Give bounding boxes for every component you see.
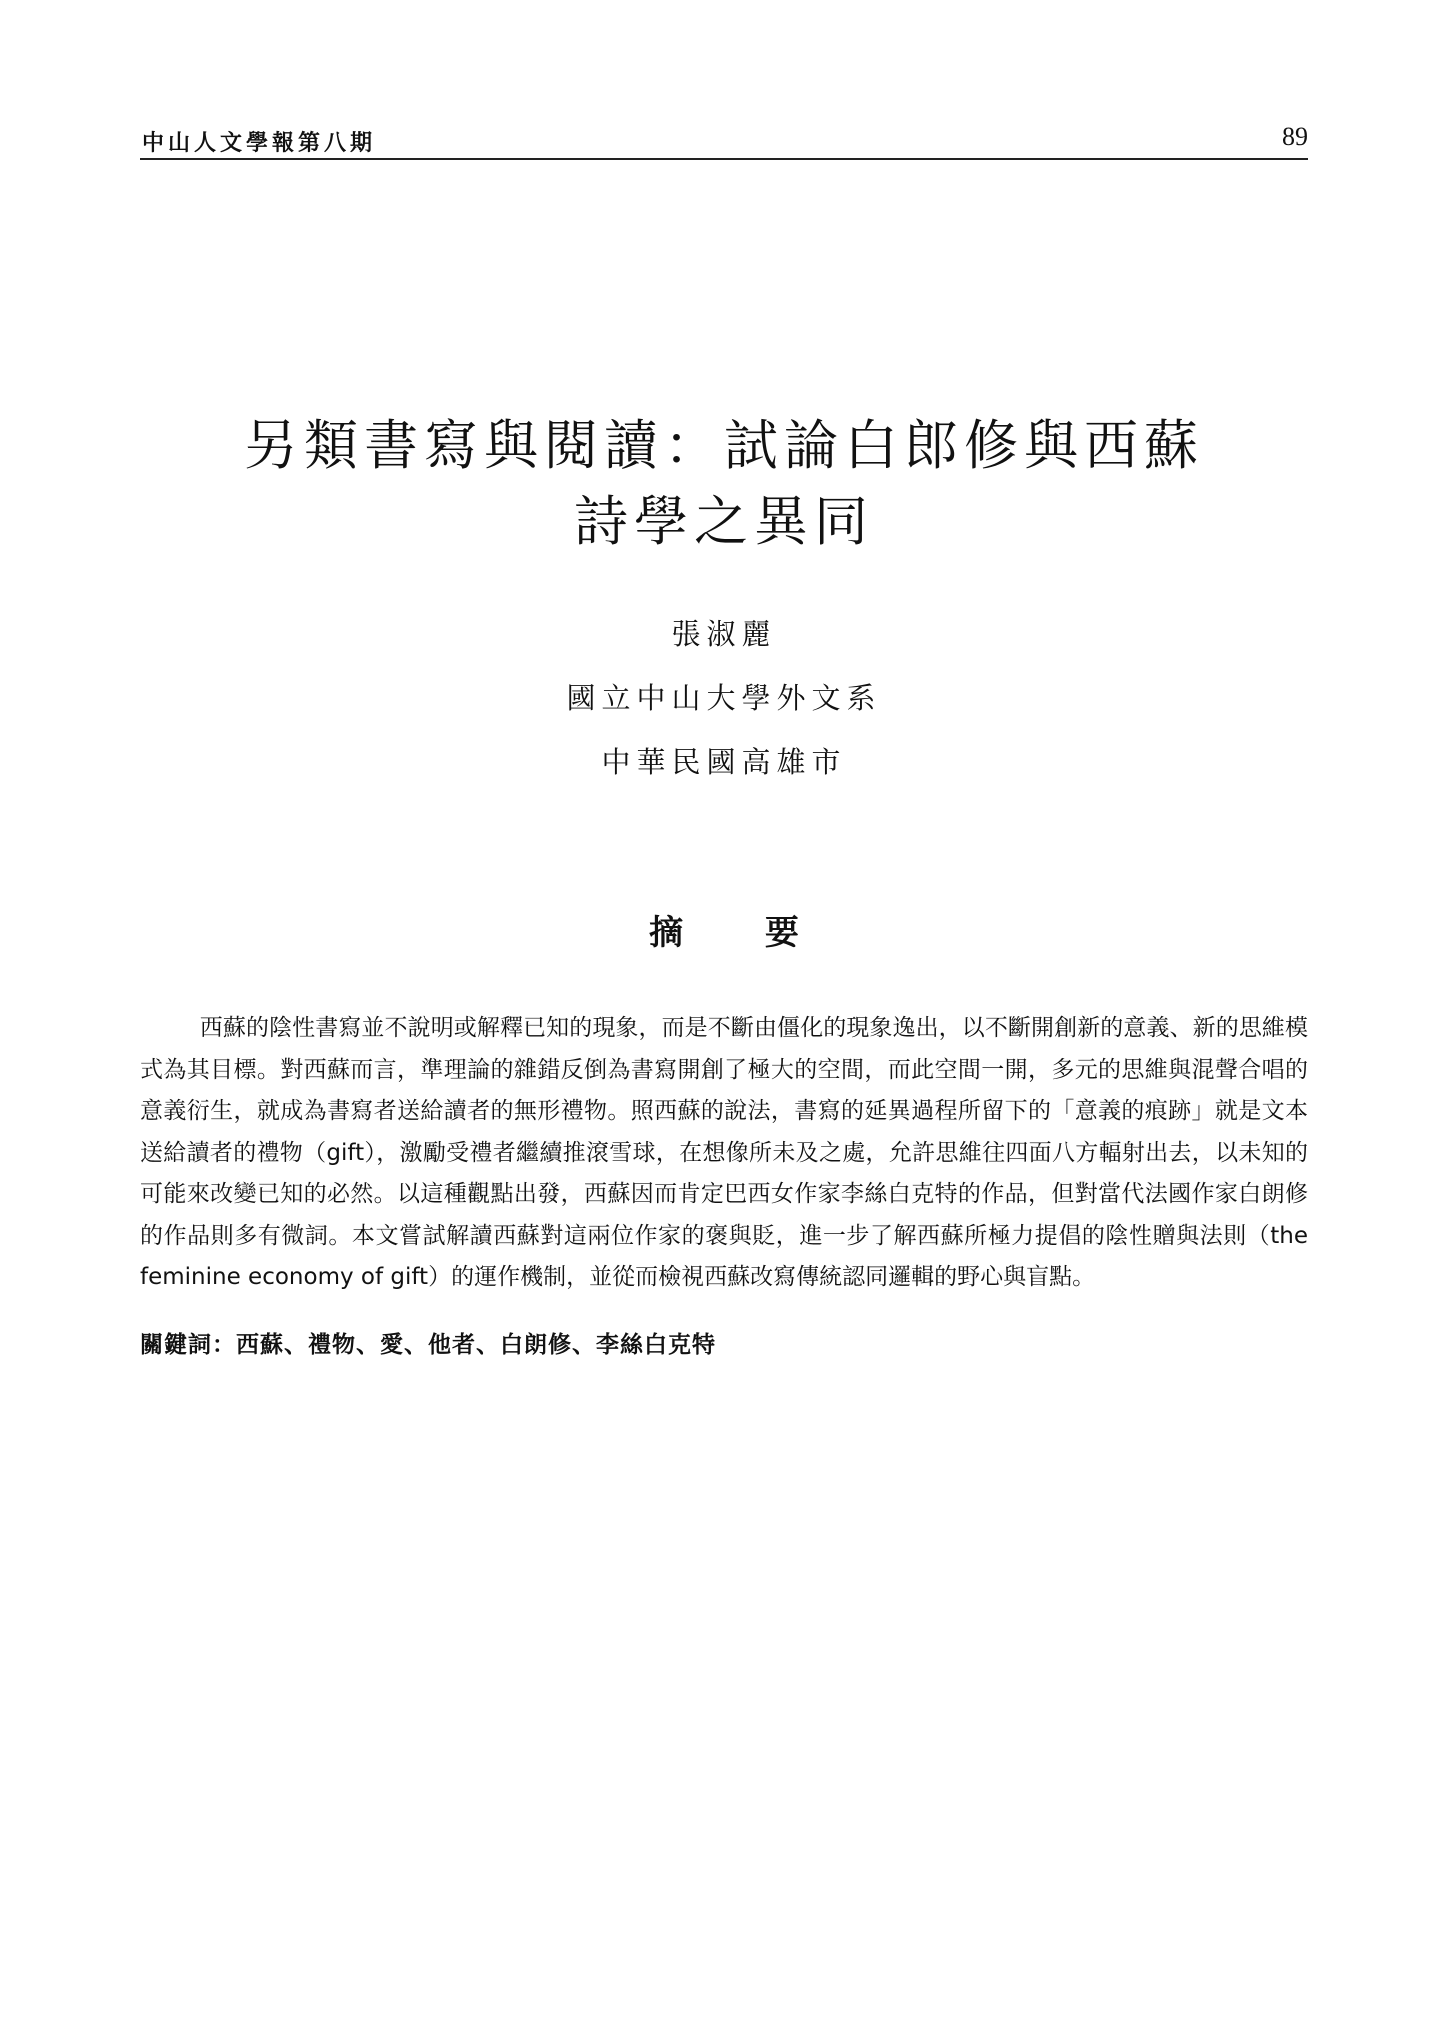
keywords: 關鍵詞：西蘇、禮物、愛、他者、白朗修、李絲白克特 [140,1332,716,1358]
author-location: 中華民國高雄市 [601,745,847,779]
title-line-1: 另類書寫與閱讀：試論白郎修與西蘇 [244,414,1204,478]
abstract-body: 西蘇的陰性書寫並不說明或解釋已知的現象，而是不斷由僵化的現象逸出，以不斷開創新的意義、新的思維模式為其目標。對西蘇而言，準理論的雜錯反倒為書寫開創了極大的空間，而此空間一開，多元的思維與混聲合唱的意義衍生，就成為書寫者送給讀者的無形禮物。照西蘇的說法，書寫的延異過程所留下的「意義的痕跡」就是文本送給讀者的禮物（gift），激勵受禮者繼續推滾雪球，在想像所未及之處，允許思維往四面八方輻射出去，以未知的可能來改變已知的必然。以這種觀點出發，西蘇因而肯定巴西女作家李絲白克特的作品，但對當代法國作家白朗修的作品則多有微詞。本文嘗試解讀西蘇對這兩位作家的褒與貶，進一步了解西蘇所極力提倡的陰性贈與法則（the feminine economy of gift）的運作機制，並從而檢視西蘇改寫傳統認同邏輯的野心與盲點。 [140,1015,1308,1290]
journal-name: 中山人文學報第八期 [142,130,377,156]
paper-title [140,408,1308,560]
title-line-2: 詩學之異同 [574,490,874,554]
abstract-heading: 摘 要 [649,913,799,953]
author-affiliation: 國立中山大學外文系 [566,681,882,715]
running-header [140,122,1308,160]
page-number: 89 [1282,122,1308,151]
author-name: 張淑麗 [671,617,777,651]
